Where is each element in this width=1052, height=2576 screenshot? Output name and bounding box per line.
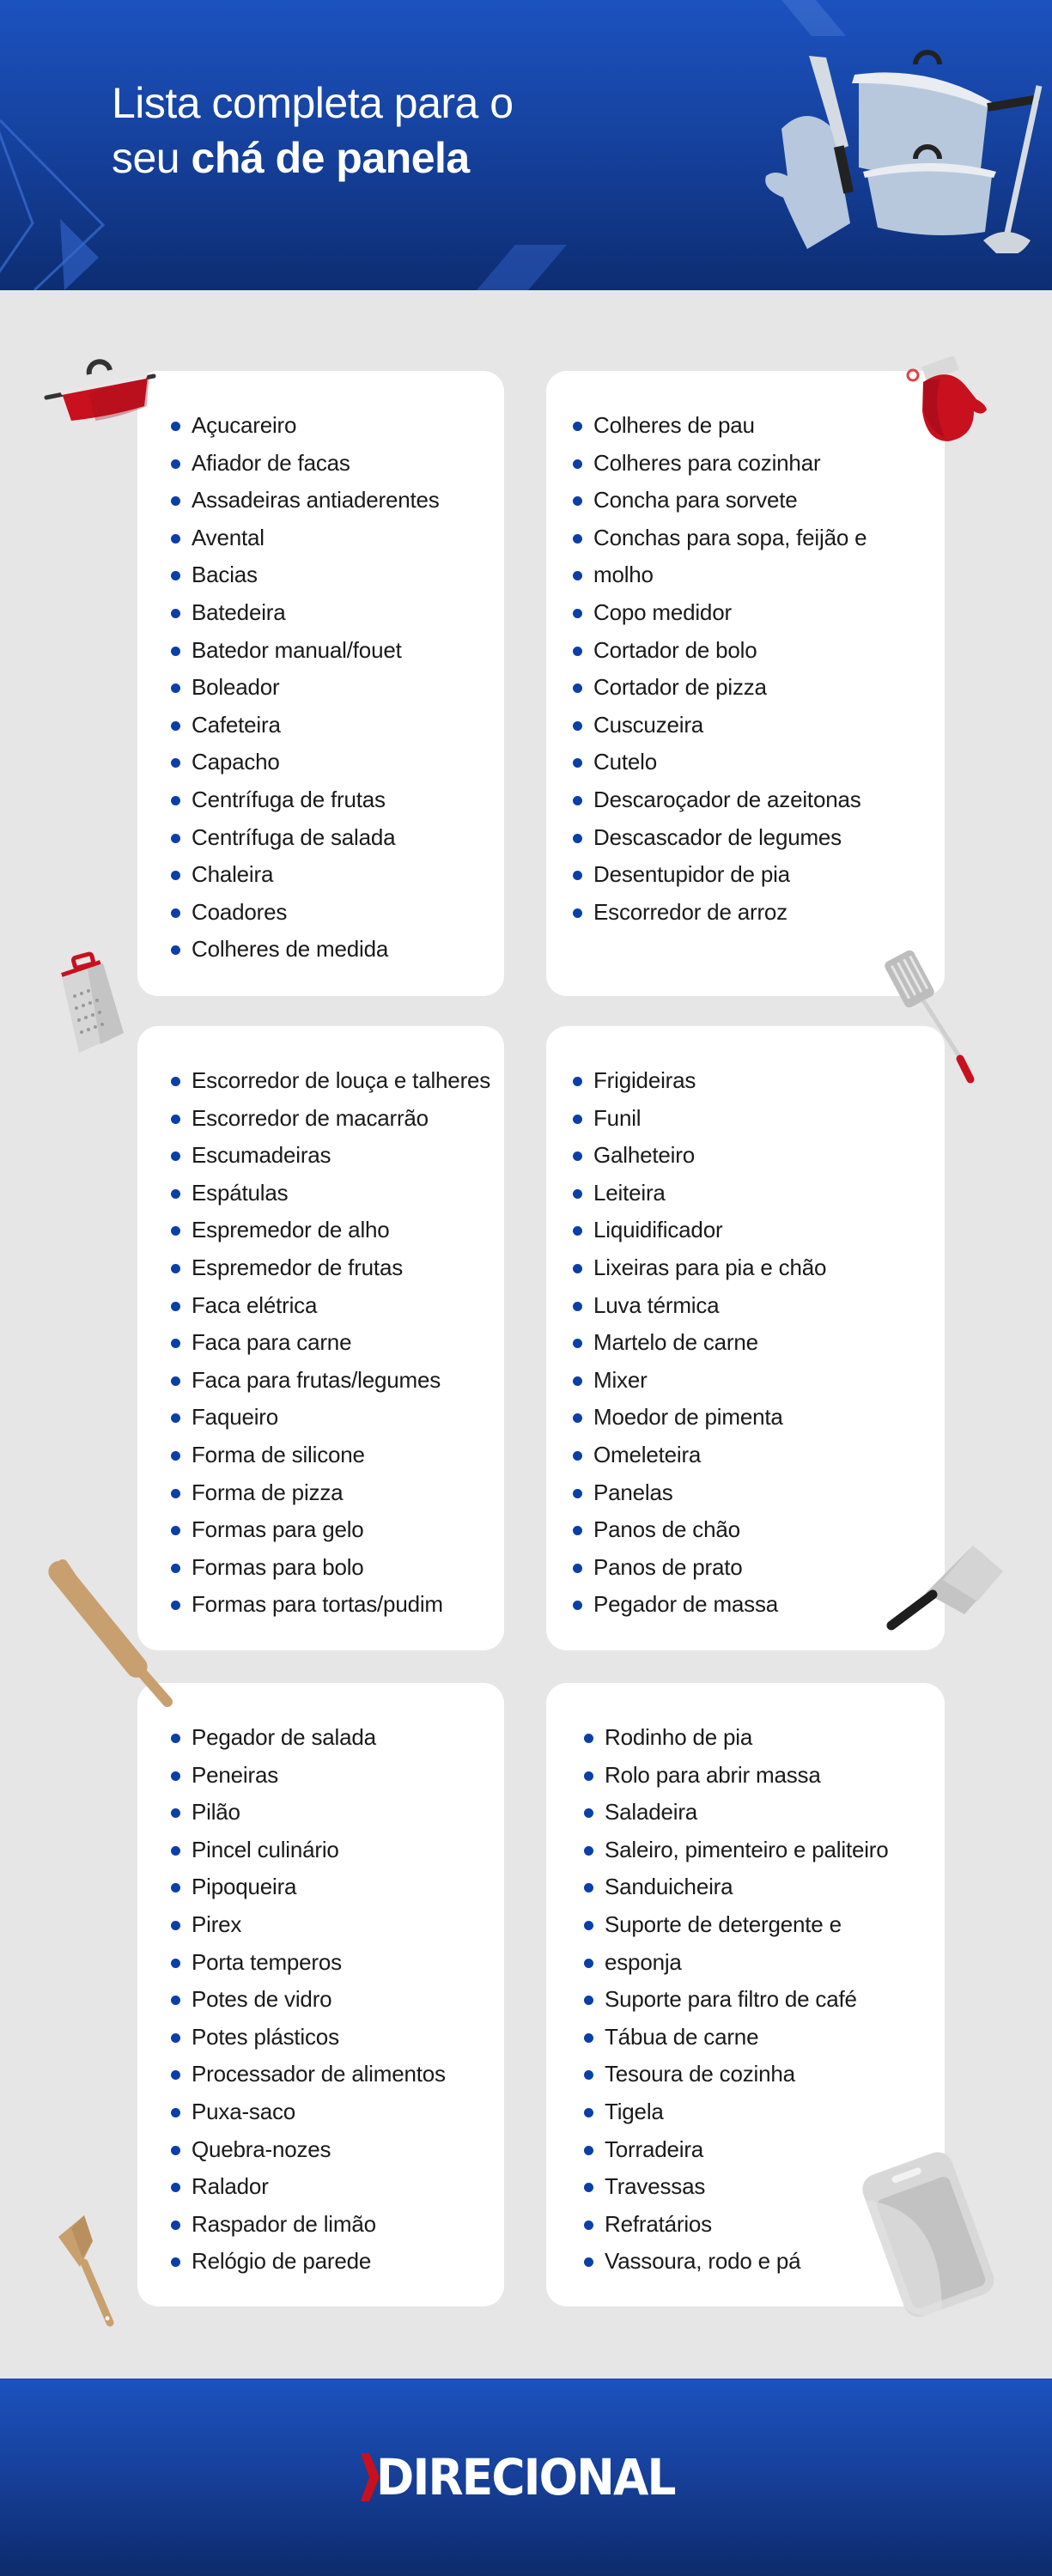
list-item: Torradeira — [584, 2131, 945, 2169]
bullet-icon — [573, 1226, 582, 1236]
item-list — [137, 1719, 504, 2281]
list-item: Cuscuzeira — [573, 707, 945, 744]
bullet-icon — [584, 1771, 593, 1781]
list-item: Assadeiras antiaderentes — [171, 482, 504, 519]
bullet-icon — [171, 1264, 180, 1273]
page-title — [112, 76, 514, 185]
list-item: Espremedor de frutas — [171, 1249, 504, 1287]
list-item: Travessas — [584, 2168, 945, 2206]
list-item: Panos de prato — [573, 1549, 945, 1587]
list-item: Batedeira — [171, 594, 504, 632]
list-item: Avental — [171, 519, 504, 557]
list-item: Boleador — [171, 669, 504, 707]
list-item: Omeleteira — [573, 1437, 945, 1474]
bullet-icon — [584, 2221, 593, 2230]
list-item: Rolo para abrir massa — [584, 1757, 945, 1795]
bullet-icon — [584, 1734, 593, 1743]
list-item: Funil — [573, 1100, 945, 1138]
list-item: Porta temperos — [171, 1944, 504, 1982]
bullet-icon — [584, 2183, 593, 2192]
footer — [0, 2379, 1052, 2576]
grater-icon — [53, 951, 139, 1054]
bullet-icon — [171, 2146, 180, 2155]
list-item: Panos de chão — [573, 1511, 945, 1549]
list-item: Cortador de pizza — [573, 669, 945, 707]
list-item: Cortador de bolo — [573, 632, 945, 670]
list-item: Escorredor de louça e talheres — [171, 1062, 504, 1100]
bullet-icon — [171, 1077, 180, 1086]
bullet-icon — [573, 609, 582, 618]
bullet-icon — [171, 1339, 180, 1348]
list-item: Espremedor de alho — [171, 1212, 504, 1249]
bullet-icon — [573, 1564, 582, 1573]
bullet-icon — [171, 1734, 180, 1743]
checklist-card-5 — [137, 1683, 504, 2306]
list-item: Tigela — [584, 2093, 945, 2131]
bullet-icon — [171, 683, 180, 693]
list-item: Frigideiras — [573, 1062, 945, 1100]
list-item: Liquidificador — [573, 1212, 945, 1249]
list-item: Processador de alimentos — [171, 2056, 504, 2093]
bullet-icon — [573, 534, 582, 544]
list-item: Formas para gelo — [171, 1511, 504, 1549]
list-item: Escorredor de arroz — [573, 894, 945, 932]
list-item: Pegador de salada — [171, 1719, 504, 1757]
bullet-icon — [573, 758, 582, 768]
title-regular: seu — [112, 134, 192, 182]
bullet-icon — [171, 834, 180, 843]
item-list — [546, 1062, 945, 1624]
list-item: Escorredor de macarrão — [171, 1100, 504, 1138]
bullet-icon — [584, 2108, 593, 2117]
bullet-icon — [171, 945, 180, 955]
list-item: Saladeira — [584, 1794, 945, 1832]
bullet-icon — [573, 1264, 582, 1273]
list-item: Descaroçador de azeitonas — [573, 781, 945, 819]
bullet-icon — [171, 908, 180, 918]
title-line-1: Lista completa para o — [112, 79, 514, 127]
bullet-icon — [171, 2108, 180, 2117]
bullet-icon — [171, 459, 180, 469]
bullet-icon — [573, 1115, 582, 1124]
list-item: Bacias — [171, 556, 504, 594]
list-item: Pirex — [171, 1906, 504, 1944]
list-item: Centrífuga de salada — [171, 819, 504, 857]
bullet-icon — [573, 1302, 582, 1311]
bullet-icon — [573, 1077, 582, 1086]
list-item: Pipoqueira — [171, 1868, 504, 1906]
list-item: Raspador de limão — [171, 2206, 504, 2244]
list-item: Mixer — [573, 1362, 945, 1400]
bullet-icon — [584, 1808, 593, 1818]
rolling-pin-icon — [47, 1554, 185, 1709]
bullet-icon — [584, 2033, 593, 2043]
list-item: Tesoura de cozinha — [584, 2056, 945, 2093]
item-list — [137, 1062, 504, 1624]
checklist-card-2 — [546, 371, 945, 996]
list-item: esponja — [584, 1944, 945, 1982]
bullet-icon — [573, 1526, 582, 1535]
list-item: Lixeiras para pia e chão — [573, 1249, 945, 1287]
bullet-icon — [171, 1115, 180, 1124]
bullet-icon — [584, 1883, 593, 1893]
list-item: Quebra-nozes — [171, 2131, 504, 2169]
list-item: Descascador de legumes — [573, 819, 945, 857]
list-item: Forma de silicone — [171, 1437, 504, 1474]
list-item: Formas para bolo — [171, 1549, 504, 1587]
list-item: Faca para frutas/legumes — [171, 1362, 504, 1400]
list-item: Puxa-saco — [171, 2093, 504, 2131]
list-item: Vassoura, rodo e pá — [584, 2243, 945, 2281]
bullet-icon — [573, 647, 582, 656]
cutting-board-icon — [859, 2147, 1000, 2318]
list-item: Colheres para cozinhar — [573, 445, 945, 483]
bullet-icon — [573, 1451, 582, 1461]
bullet-icon — [573, 1376, 582, 1386]
list-item: Galheteiro — [573, 1137, 945, 1175]
list-item: Tábua de carne — [584, 2019, 945, 2057]
logo-text: DIRECIONAL — [376, 2448, 675, 2506]
bullet-icon — [171, 1376, 180, 1386]
bullet-icon — [584, 1996, 593, 2005]
bullet-icon — [171, 1189, 180, 1199]
list-item: Peneiras — [171, 1757, 504, 1795]
item-list — [137, 407, 504, 969]
list-item: Forma de pizza — [171, 1474, 504, 1512]
bullet-icon — [573, 1339, 582, 1348]
cleaver-icon — [883, 1541, 1012, 1636]
list-item: Panelas — [573, 1474, 945, 1512]
list-item: Suporte para filtro de café — [584, 1981, 945, 2019]
item-list — [546, 407, 945, 931]
list-item: Chaleira — [171, 856, 504, 894]
bullet-icon — [573, 871, 582, 880]
bullet-icon — [573, 1413, 582, 1423]
bullet-icon — [171, 1489, 180, 1498]
bullet-icon — [171, 609, 180, 618]
list-item: molho — [573, 556, 945, 594]
list-item: Cafeteira — [171, 707, 504, 744]
bullet-icon — [584, 2070, 593, 2080]
brand-logo[interactable] — [361, 2448, 701, 2506]
list-item: Refratários — [584, 2206, 945, 2244]
bullet-icon — [584, 1921, 593, 1930]
bullet-icon — [171, 1226, 180, 1236]
bullet-icon — [584, 2257, 593, 2267]
bullet-icon — [171, 1883, 180, 1893]
list-item: Ralador — [171, 2168, 504, 2206]
bullet-icon — [573, 1189, 582, 1199]
bullet-icon — [171, 2070, 180, 2080]
checklist-card-3 — [137, 1026, 504, 1650]
slotted-spatula-icon — [885, 949, 979, 1086]
cookware-illustration-icon — [747, 47, 1052, 253]
bullet-icon — [171, 721, 180, 731]
bullet-icon — [573, 459, 582, 469]
bullet-icon — [573, 834, 582, 843]
bullet-icon — [573, 571, 582, 580]
list-item: Relógio de parede — [171, 2243, 504, 2281]
list-item: Martelo de carne — [573, 1324, 945, 1362]
list-item: Potes plásticos — [171, 2019, 504, 2057]
bullet-icon — [573, 1489, 582, 1498]
list-item: Formas para tortas/pudim — [171, 1586, 504, 1624]
bullet-icon — [171, 2257, 180, 2267]
oven-mitt-icon — [897, 356, 1000, 447]
list-item: Faqueiro — [171, 1399, 504, 1437]
list-item: Afiador de facas — [171, 445, 504, 483]
list-item: Conchas para sopa, feijão e — [573, 519, 945, 557]
list-item: Colheres de pau — [573, 407, 945, 445]
red-pot-icon — [38, 350, 158, 428]
bullet-icon — [171, 1526, 180, 1535]
bullet-icon — [171, 2221, 180, 2230]
list-item: Centrífuga de frutas — [171, 781, 504, 819]
checklist-card-1 — [137, 371, 504, 996]
bullet-icon — [171, 796, 180, 805]
list-item: Escumadeiras — [171, 1137, 504, 1175]
list-item: Suporte de detergente e — [584, 1906, 945, 1944]
list-item: Rodinho de pia — [584, 1719, 945, 1757]
bullet-icon — [171, 1771, 180, 1781]
list-item: Desentupidor de pia — [573, 856, 945, 894]
bullet-icon — [573, 721, 582, 731]
list-item: Concha para sorvete — [573, 482, 945, 519]
bullet-icon — [171, 1846, 180, 1856]
bullet-icon — [171, 571, 180, 580]
bullet-icon — [171, 1302, 180, 1311]
bullet-icon — [171, 1808, 180, 1818]
header-banner — [0, 0, 1052, 290]
bullet-icon — [573, 422, 582, 431]
list-item: Pegador de massa — [573, 1586, 945, 1624]
bullet-icon — [573, 683, 582, 693]
bullet-icon — [584, 2146, 593, 2155]
bullet-icon — [171, 871, 180, 880]
list-item: Pincel culinário — [171, 1832, 504, 1869]
list-item: Leiteira — [573, 1175, 945, 1212]
bullet-icon — [171, 2183, 180, 2192]
bullet-icon — [573, 1601, 582, 1610]
bullet-icon — [573, 796, 582, 805]
bullet-icon — [171, 1451, 180, 1461]
bullet-icon — [171, 422, 180, 431]
bullet-icon — [573, 496, 582, 506]
bullet-icon — [171, 1921, 180, 1930]
bullet-icon — [171, 758, 180, 768]
list-item: Sanduicheira — [584, 1868, 945, 1906]
list-item: Pilão — [171, 1794, 504, 1832]
list-item: Batedor manual/fouet — [171, 632, 504, 670]
bullet-icon — [171, 1959, 180, 1968]
bullet-icon — [573, 1151, 582, 1161]
title-line-2 — [112, 131, 514, 185]
list-item: Faca para carne — [171, 1324, 504, 1362]
list-item: Saleiro, pimenteiro e paliteiro — [584, 1832, 945, 1869]
bullet-icon — [171, 534, 180, 544]
list-item: Potes de vidro — [171, 1981, 504, 2019]
bullet-icon — [171, 647, 180, 656]
list-item: Espátulas — [171, 1175, 504, 1212]
list-item: Cutelo — [573, 744, 945, 781]
title-bold: chá de panela — [191, 134, 470, 182]
wooden-spatula-icon — [50, 2211, 136, 2331]
list-item: Moedor de pimenta — [573, 1399, 945, 1437]
list-item: Coadores — [171, 894, 504, 932]
bullet-icon — [171, 1996, 180, 2005]
list-item: Açucareiro — [171, 407, 504, 445]
list-item: Capacho — [171, 744, 504, 781]
bullet-icon — [573, 908, 582, 918]
bullet-icon — [584, 1846, 593, 1856]
bullet-icon — [171, 2033, 180, 2043]
bullet-icon — [171, 1151, 180, 1161]
list-item: Luva térmica — [573, 1287, 945, 1325]
bullet-icon — [584, 1959, 593, 1968]
list-item: Faca elétrica — [171, 1287, 504, 1325]
bullet-icon — [171, 1413, 180, 1423]
list-item: Copo medidor — [573, 594, 945, 632]
bullet-icon — [171, 496, 180, 506]
list-item: Colheres de medida — [171, 931, 504, 969]
